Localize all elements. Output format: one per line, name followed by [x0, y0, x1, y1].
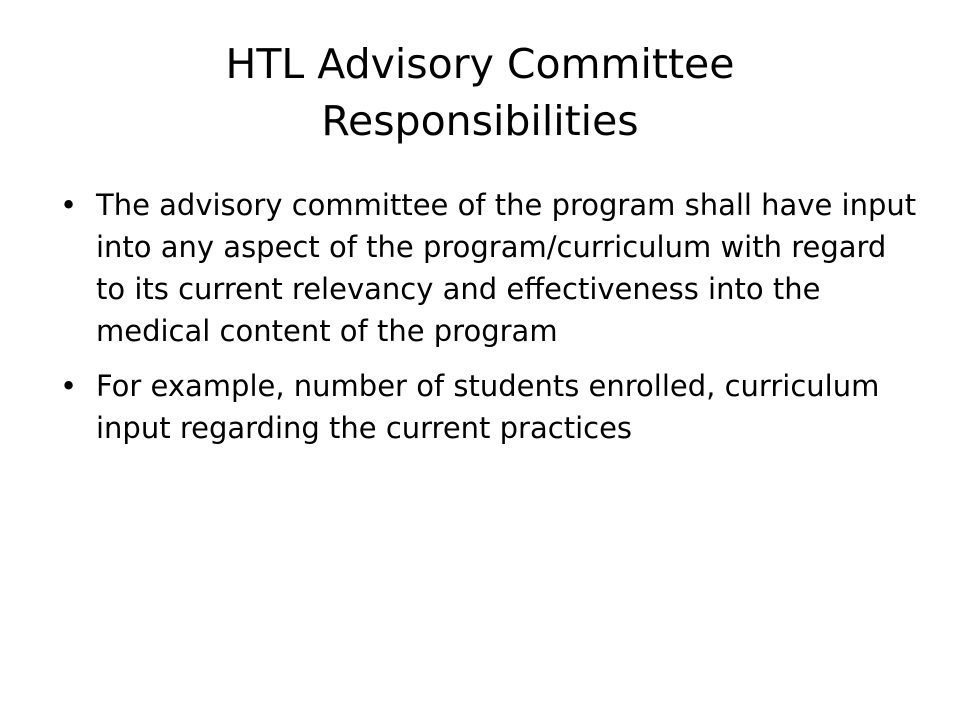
- bullet-item: [60, 184, 920, 352]
- slide-title-line-1: HTL Advisory Committee: [225, 40, 735, 88]
- bullet-icon: •: [60, 188, 78, 222]
- bullet-item: [60, 365, 920, 449]
- slide-title: [60, 36, 900, 150]
- bullet-icon: •: [60, 369, 78, 403]
- bullet-text: The advisory committee of the program shall have input into any aspect of the program/curriculum with regard to its current relevancy and effectiveness into the medical content of the program: [96, 188, 917, 348]
- bullet-list: [60, 184, 920, 462]
- bullet-text: For example, number of students enrolled, curriculum input regarding the current practices: [96, 369, 880, 445]
- slide-title-line-2: Responsibilities: [321, 97, 639, 145]
